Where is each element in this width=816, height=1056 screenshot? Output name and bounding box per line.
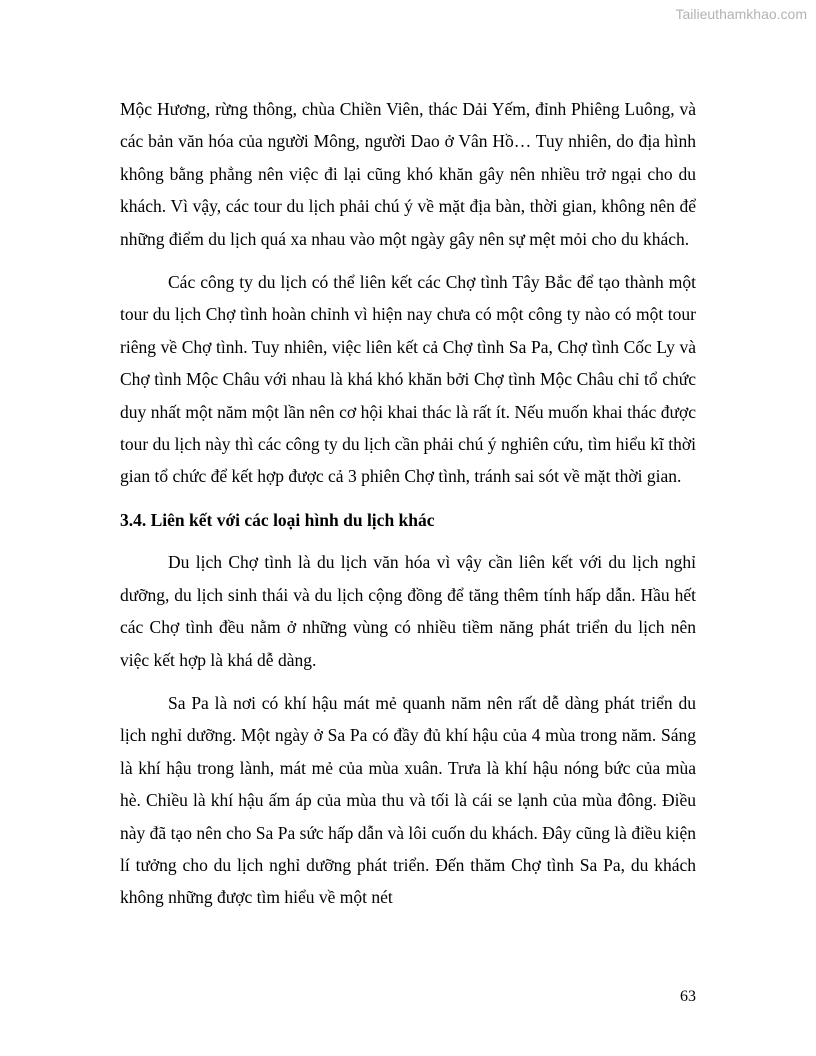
section-heading: 3.4. Liên kết với các loại hình du lịch khác (120, 509, 435, 530)
page-number: 63 (680, 988, 696, 1005)
paragraph-tour-linking: Các công ty du lịch có thể liên kết các Chợ tình Tây Bắc để tạo thành một tour du lịch Chợ tình hoàn chỉnh vì hiện nay chưa có một công ty nào có một tour riêng về Chợ tình. Tuy nhiên, việc liên kết cả Chợ tình Sa Pa, Chợ tình Cốc Ly và Chợ tình Mộc Châu với nhau là khá khó khăn bởi Chợ tình Mộc Châu chỉ tổ chức duy nhất một năm một lần nên cơ hội khai thác là rất ít. Nếu muốn khai thác được tour du lịch này thì các công ty du lịch cần phải chú ý nghiên cứu, tìm hiểu kĩ thời gian tổ chức để kết hợp được cả 3 phiên Chợ tình, tránh sai sót về mặt thời gian. (120, 272, 696, 487)
paragraph-sapa-climate: Sa Pa là nơi có khí hậu mát mẻ quanh năm nên rất dễ dàng phát triển du lịch nghỉ dưỡng. Một ngày ở Sa Pa có đầy đủ khí hậu của 4 mùa trong năm. Sáng là khí hậu trong lành, mát mẻ của mùa xuân. Trưa là khí hậu nóng bức của mùa hè. Chiều là khí hậu ấm áp của mùa thu và tối là cái se lạnh của mùa đông. Điều này đã tạo nên cho Sa Pa sức hấp dẫn và lôi cuốn du khách. Đây cũng là điều kiện lí tưởng cho du lịch nghỉ dưỡng phát triển. Đến thăm Chợ tình Sa Pa, du khách không những được tìm hiểu về một nét (120, 692, 696, 908)
paragraph-continuation: Mộc Hương, rừng thông, chùa Chiền Viên, thác Dải Yếm, đỉnh Phiêng Luông, và các bản văn hóa của người Mông, người Dao ở Vân Hồ… Tuy nhiên, do địa hình không bằng phẳng nên việc đi lại cũng khó khăn gây nên nhiều trở ngại cho du khách. Vì vậy, các tour du lịch phải chú ý về mặt địa bàn, thời gian, không nên để những điểm du lịch quá xa nhau vào một ngày gây nên sự mệt mỏi cho du khách. (120, 99, 696, 249)
page-body (120, 93, 696, 914)
watermark-text: Tailieuthamkhao.com (675, 6, 807, 22)
paragraph-cultural-tourism: Du lịch Chợ tình là du lịch văn hóa vì vậy cần liên kết với du lịch nghỉ dưỡng, du lịch sinh thái và du lịch cộng đồng để tăng thêm tính hấp dẫn. Hầu hết các Chợ tình đều nằm ở những vùng có nhiều tiềm năng phát triển du lịch nên việc kết hợp là khá dễ dàng. (120, 552, 696, 670)
